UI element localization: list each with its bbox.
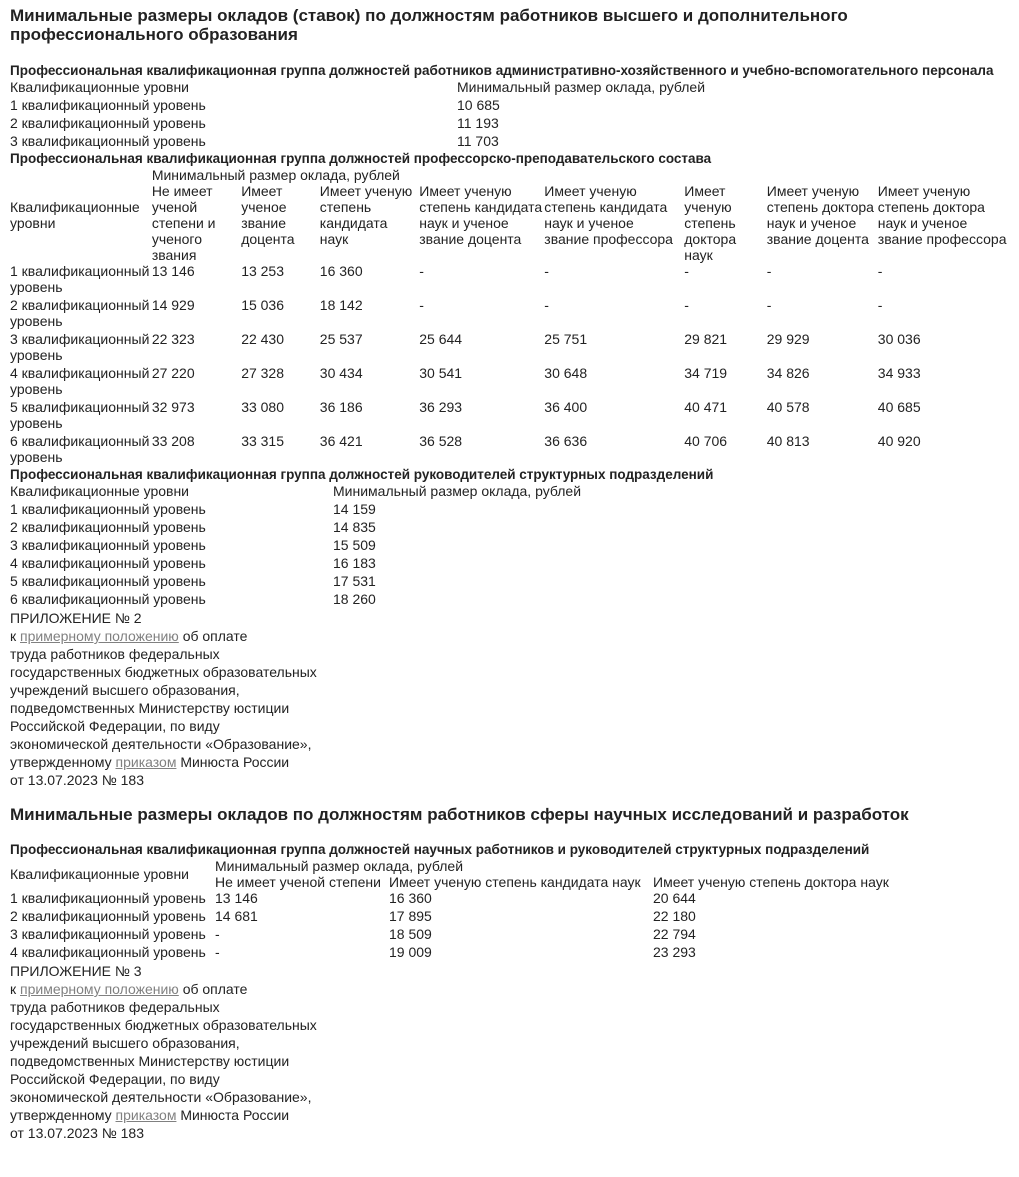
table-row <box>10 555 581 573</box>
model-regulation-link[interactable]: примерному положению <box>20 628 179 644</box>
value-cell: 18 142 <box>319 297 363 313</box>
table-row <box>10 908 889 926</box>
value-cell: 36 636 <box>544 433 588 449</box>
appendix-line <box>10 753 1009 771</box>
appendix-date: от 13.07.2023 № 183 <box>10 772 145 788</box>
value-cell: 36 400 <box>544 399 588 415</box>
appendix-line: экономической деятельности «Образование», <box>10 1089 312 1105</box>
table-row <box>10 399 1009 433</box>
group-title: Профессиональная квалификационная группа должностей руководителей структурных подразделений <box>10 467 714 482</box>
appendix-line: Российской Федерации, по виду <box>10 1071 220 1087</box>
value-cell: 29 929 <box>766 331 810 347</box>
appendix-line: Российской Федерации, по виду <box>10 718 220 734</box>
value-cell: 14 681 <box>215 908 258 924</box>
value-cell: - <box>766 297 772 313</box>
table-row <box>10 297 1009 331</box>
appendix-block <box>10 962 1009 1142</box>
value-cell: 13 146 <box>151 263 195 279</box>
table-header-row <box>10 483 581 501</box>
value-cell: 36 421 <box>319 433 363 449</box>
appendix-line: экономической деятельности «Образование», <box>10 736 312 752</box>
table-row <box>10 944 889 962</box>
appendix-text: к <box>10 628 21 644</box>
level-cell: 3 квалификационный уровень <box>10 331 150 363</box>
value-cell: 14 835 <box>333 519 376 535</box>
value-cell: 22 323 <box>151 331 195 347</box>
appendix-line <box>10 980 1009 998</box>
value-cell: 17 895 <box>389 908 432 924</box>
appendix-heading: ПРИЛОЖЕНИЕ № 3 <box>10 963 142 979</box>
value-cell: 33 315 <box>241 433 285 449</box>
order-link[interactable]: приказом <box>115 1107 177 1123</box>
group-title: Профессиональная квалификационная группа должностей профессорско-преподавательского состава <box>10 151 712 166</box>
value-cell: 40 685 <box>877 399 921 415</box>
value-cell: 32 973 <box>151 399 195 415</box>
level-cell: 2 квалификационный уровень <box>10 908 206 924</box>
value-cell: 15 036 <box>241 297 285 313</box>
level-cell: 2 квалификационный уровень <box>10 297 150 329</box>
value-cell: - <box>684 297 689 313</box>
level-cell: 2 квалификационный уровень <box>10 115 206 131</box>
value-cell: - <box>215 926 220 942</box>
level-cell: 6 квалификационный уровень <box>10 591 206 607</box>
value-cell: - <box>766 263 772 279</box>
column-header: Имеет ученую степень доктора наук и ученое звание профессора <box>877 183 1007 247</box>
appendix-block <box>10 609 1009 789</box>
table-subheader-row <box>10 183 1009 263</box>
table-row <box>10 97 705 115</box>
value-cell: 18 260 <box>333 591 376 607</box>
value-cell: - <box>215 944 220 960</box>
appendix-date: от 13.07.2023 № 183 <box>10 1125 145 1141</box>
table-header-row <box>10 167 1009 183</box>
value-cell: 25 644 <box>419 331 463 347</box>
value-cell: 34 719 <box>684 365 728 381</box>
level-cell: 1 квалификационный уровень <box>10 263 150 295</box>
level-cell: 4 квалификационный уровень <box>10 365 150 397</box>
value-cell: 30 036 <box>877 331 921 347</box>
table-header-row <box>10 79 705 97</box>
appendix-line: учреждений высшего образования, <box>10 1035 240 1051</box>
group-title: Профессиональная квалификационная группа должностей работников административно-хозяйственного и учебно-вспомогательного персонала <box>10 63 994 78</box>
column-header: Минимальный размер оклада, рублей <box>333 483 582 499</box>
appendix-text: утвержденному <box>10 754 116 770</box>
value-cell: 19 009 <box>389 944 432 960</box>
column-header: Квалификационные уровни <box>10 866 189 882</box>
column-header: Имеет ученую степень доктора наук <box>653 874 889 890</box>
appendix-line: труда работников федеральных <box>10 646 220 662</box>
value-cell: 40 471 <box>684 399 728 415</box>
section-title: Минимальные размеры окладов по должностям работников сферы научных исследований и разработок <box>10 805 909 824</box>
salary-table-faculty <box>10 167 1009 467</box>
value-cell: 29 821 <box>684 331 728 347</box>
table-row <box>10 591 581 609</box>
value-cell: 40 920 <box>877 433 921 449</box>
value-cell: 22 180 <box>653 908 696 924</box>
value-cell: 14 929 <box>151 297 195 313</box>
column-header: Квалификационные уровни <box>10 199 140 231</box>
column-header: Имеет ученую степень доктора наук <box>684 183 737 263</box>
value-cell: 11 193 <box>457 115 499 131</box>
appendix-line: подведомственных Министерству юстиции <box>10 700 290 716</box>
table-row <box>10 263 1009 297</box>
appendix-line <box>10 627 1009 645</box>
level-cell: 5 квалификационный уровень <box>10 573 206 589</box>
level-cell: 3 квалификационный уровень <box>10 133 206 149</box>
spacer <box>10 789 1009 805</box>
model-regulation-link[interactable]: примерному положению <box>20 981 179 997</box>
appendix-line: подведомственных Министерству юстиции <box>10 1053 290 1069</box>
value-cell: 18 509 <box>389 926 432 942</box>
value-cell: - <box>877 263 883 279</box>
table-row <box>10 115 705 133</box>
column-header: Квалификационные уровни <box>10 79 189 95</box>
table-row <box>10 519 581 537</box>
level-cell: 3 квалификационный уровень <box>10 926 206 942</box>
group-title: Профессиональная квалификационная группа должностей научных работников и руководителей структурных подразделений <box>10 842 870 857</box>
value-cell: 36 186 <box>319 399 363 415</box>
value-cell: 17 531 <box>333 573 376 589</box>
value-cell: 14 159 <box>333 501 376 517</box>
appendix-line: государственных бюджетных образовательных <box>10 1017 317 1033</box>
value-cell: 40 706 <box>684 433 728 449</box>
level-cell: 6 квалификационный уровень <box>10 433 150 465</box>
column-header: Имеет ученую степень кандидата наук и ученое звание профессора <box>544 183 673 247</box>
value-cell: 33 208 <box>151 433 195 449</box>
table-row <box>10 133 705 151</box>
column-group-header: Минимальный размер оклада, рублей <box>151 167 400 183</box>
appendix-text: об оплате <box>178 628 248 644</box>
table-row <box>10 890 889 908</box>
appendix-line: государственных бюджетных образовательных <box>10 664 317 680</box>
table-row <box>10 501 581 519</box>
column-header: Имеет ученое звание доцента <box>241 183 295 247</box>
value-cell: 11 703 <box>457 133 499 149</box>
appendix-line: учреждений высшего образования, <box>10 682 240 698</box>
value-cell: - <box>684 263 689 279</box>
value-cell: 34 933 <box>877 365 921 381</box>
value-cell: 30 541 <box>419 365 463 381</box>
column-header: Не имеет ученой степени и ученого звания <box>151 183 216 263</box>
level-cell: 3 квалификационный уровень <box>10 537 206 553</box>
column-header: Имеет ученую степень доктора наук и ученое звание доцента <box>766 183 874 247</box>
table-row <box>10 433 1009 467</box>
value-cell: 16 360 <box>319 263 363 279</box>
level-cell: 2 квалификационный уровень <box>10 519 206 535</box>
table-row <box>10 573 581 591</box>
value-cell: - <box>877 297 883 313</box>
column-group-header: Минимальный размер оклада, рублей <box>215 858 464 874</box>
value-cell: - <box>544 297 549 313</box>
value-cell: - <box>544 263 549 279</box>
value-cell: 36 528 <box>419 433 463 449</box>
table-header-row <box>10 858 889 874</box>
value-cell: 27 328 <box>241 365 285 381</box>
column-header: Имеет ученую степень кандидата наук и ученое звание доцента <box>419 183 543 247</box>
value-cell: 13 146 <box>215 890 258 906</box>
column-header: Не имеет ученой степени <box>215 874 381 890</box>
value-cell: 16 183 <box>333 555 376 571</box>
value-cell: 30 434 <box>319 365 363 381</box>
table-row <box>10 537 581 555</box>
level-cell: 4 квалификационный уровень <box>10 944 206 960</box>
value-cell: 36 293 <box>419 399 463 415</box>
value-cell: 25 537 <box>319 331 363 347</box>
value-cell: 15 509 <box>333 537 376 553</box>
value-cell: 20 644 <box>653 890 696 906</box>
column-header: Имеет ученую степень кандидата наук <box>389 874 641 890</box>
order-link[interactable]: приказом <box>115 754 177 770</box>
value-cell: 16 360 <box>389 890 432 906</box>
value-cell: 25 751 <box>544 331 588 347</box>
column-header: Имеет ученую степень кандидата наук <box>319 183 413 247</box>
level-cell: 1 квалификационный уровень <box>10 97 206 113</box>
level-cell: 1 квалификационный уровень <box>10 501 206 517</box>
appendix-line <box>10 1106 1009 1124</box>
level-cell: 1 квалификационный уровень <box>10 890 206 906</box>
value-cell: 10 685 <box>457 97 500 113</box>
value-cell: 34 826 <box>766 365 810 381</box>
appendix-text: Минюста России <box>176 1107 290 1123</box>
salary-table-admin <box>10 79 705 151</box>
value-cell: 27 220 <box>151 365 195 381</box>
table-row <box>10 926 889 944</box>
appendix-text: об оплате <box>178 981 248 997</box>
column-header: Минимальный размер оклада, рублей <box>457 79 706 95</box>
value-cell: 22 430 <box>241 331 285 347</box>
section-title: Минимальные размеры окладов (ставок) по должностям работников высшего и дополнительного профессионального образования <box>10 6 848 44</box>
value-cell: 23 293 <box>653 944 696 960</box>
column-header: Квалификационные уровни <box>10 483 189 499</box>
salary-table-researchers <box>10 858 889 962</box>
value-cell: - <box>419 297 424 313</box>
table-row <box>10 331 1009 365</box>
value-cell: - <box>419 263 424 279</box>
appendix-text: Минюста России <box>176 754 290 770</box>
appendix-heading: ПРИЛОЖЕНИЕ № 2 <box>10 610 142 626</box>
appendix-line: труда работников федеральных <box>10 999 220 1015</box>
appendix-text: к <box>10 981 21 997</box>
value-cell: 13 253 <box>241 263 285 279</box>
value-cell: 30 648 <box>544 365 588 381</box>
value-cell: 40 813 <box>766 433 810 449</box>
table-row <box>10 365 1009 399</box>
level-cell: 4 квалификационный уровень <box>10 555 206 571</box>
salary-table-managers <box>10 483 581 609</box>
value-cell: 33 080 <box>241 399 285 415</box>
value-cell: 22 794 <box>653 926 696 942</box>
level-cell: 5 квалификационный уровень <box>10 399 150 431</box>
appendix-text: утвержденному <box>10 1107 116 1123</box>
value-cell: 40 578 <box>766 399 810 415</box>
